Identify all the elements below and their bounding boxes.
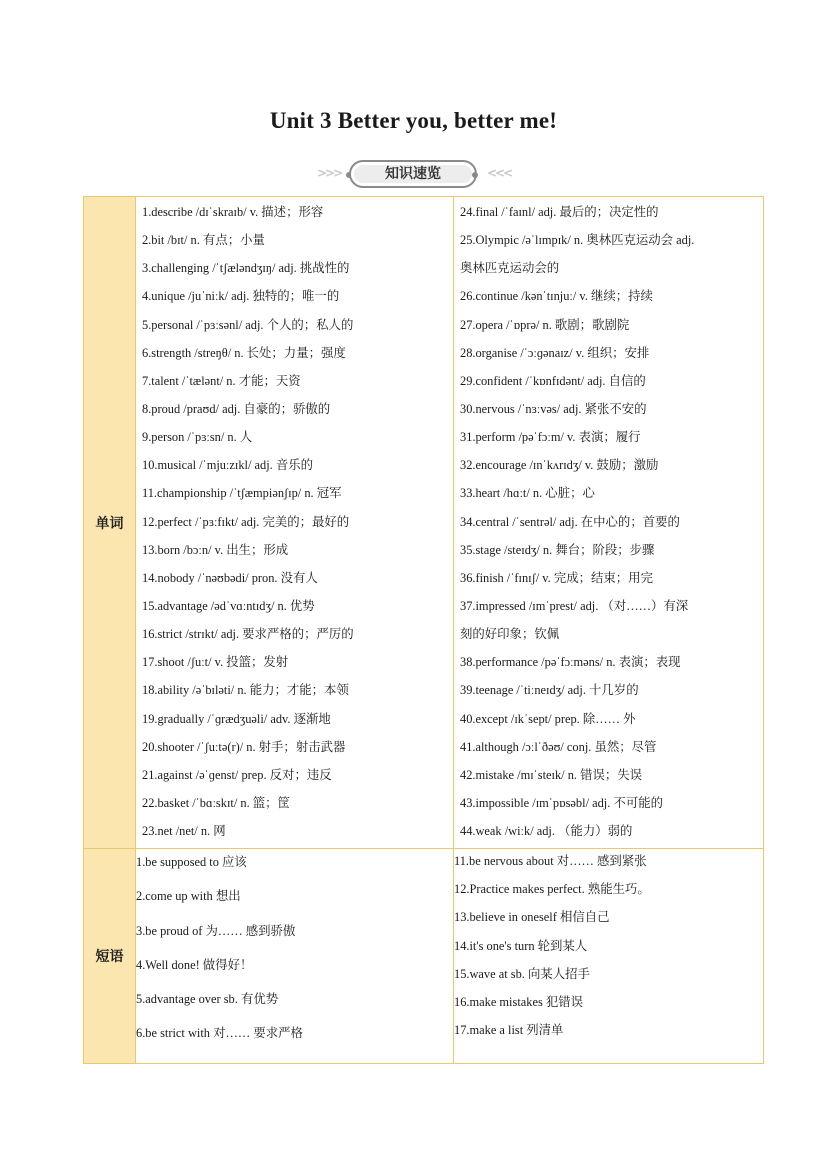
- words-left-column: [136, 197, 454, 849]
- word-entry: 28.organise /ˈɔːɡənaɪz/ v. 组织；安排: [460, 345, 650, 360]
- word-entry: 33.heart /hɑːt/ n. 心脏；心: [460, 486, 595, 501]
- word-entry: 1.describe /dɪˈskraɪb/ v. 描述；形容: [142, 205, 324, 219]
- word-entry: 32.encourage /ɪnˈkʌrɪdʒ/ v. 鼓励；激励: [460, 458, 659, 473]
- banner-pill: [349, 160, 477, 188]
- word-entry: 19.gradually /ˈɡrædʒuəli/ adv. 逐渐地: [142, 711, 331, 726]
- word-entry: 41.although /ɔːlˈðəʊ/ conj. 虽然；尽管: [460, 739, 657, 754]
- words-header: 单词: [84, 197, 136, 849]
- word-entry: 30.nervous /ˈnɜːvəs/ adj. 紧张不安的: [460, 401, 647, 416]
- page-title: Unit 3 Better you, better me!: [269, 108, 558, 133]
- word-entry: 35.stage /steɪdʒ/ n. 舞台；阶段；步骤: [460, 542, 655, 557]
- word-entry: 25.Olympic /əˈlɪmpɪk/ n. 奥林匹克运动会 adj.: [460, 233, 695, 248]
- word-entry: 34.central /ˈsentrəl/ adj. 在中心的；首要的: [460, 514, 680, 529]
- phrase-entry: 16.make mistakes 犯错误: [454, 994, 584, 1009]
- word-entry: 刻的好印象；钦佩: [460, 627, 560, 642]
- phrase-entry: 17.make a list 列清单: [454, 1022, 564, 1037]
- word-entry: 4.unique /juˈniːk/ adj. 独特的；唯一的: [142, 289, 340, 304]
- phrase-entry: 4.Well done! 做得好！: [136, 957, 253, 972]
- phrase-entry: 11.be nervous about 对…… 感到紧张: [454, 854, 647, 869]
- phrases-right-column: [454, 849, 764, 1064]
- word-entry: 14.nobody /ˈnəʊbədi/ pron. 没有人: [142, 570, 318, 585]
- word-entry: 44.weak /wiːk/ adj. （能力）弱的: [460, 824, 633, 839]
- word-entry: 15.advantage /ədˈvɑːntɪdʒ/ n. 优势: [142, 598, 315, 613]
- word-entry: 13.born /bɔːn/ v. 出生；形成: [142, 542, 289, 557]
- chevron-right-icon: >>>: [317, 166, 342, 180]
- phrase-entry: 3.be proud of 为…… 感到骄傲: [136, 923, 296, 938]
- word-entry: 24.final /ˈfaɪnl/ adj. 最后的；决定性的: [460, 205, 659, 219]
- phrases-row: [84, 849, 764, 1064]
- word-entry: 39.teenage /ˈtiːneɪdʒ/ adj. 十几岁的: [460, 683, 639, 698]
- phrase-entry: 14.it's one's turn 轮到某人: [454, 938, 588, 953]
- word-entry: 5.personal /ˈpɜːsənl/ adj. 个人的；私人的: [142, 317, 354, 332]
- phrase-entry: 15.wave at sb. 向某人招手: [454, 966, 590, 981]
- word-entry: 10.musical /ˈmjuːzɪkl/ adj. 音乐的: [142, 458, 314, 473]
- word-entry: 26.continue /kənˈtɪnjuː/ v. 继续；持续: [460, 289, 653, 304]
- word-entry: 29.confident /ˈkɒnfɪdənt/ adj. 自信的: [460, 373, 646, 388]
- phrase-entry: 5.advantage over sb. 有优势: [136, 991, 279, 1006]
- word-entry: 16.strict /strɪkt/ adj. 要求严格的；严厉的: [142, 627, 354, 642]
- word-entry: 22.basket /ˈbɑːskɪt/ n. 篮；筐: [142, 795, 290, 810]
- phrase-entry: 6.be strict with 对…… 要求严格: [136, 1026, 303, 1041]
- word-entry: 43.impossible /ɪmˈpɒsəbl/ adj. 不可能的: [460, 795, 663, 810]
- word-entry: 17.shoot /ʃuːt/ v. 投篮；发射: [142, 655, 289, 670]
- word-entry: 7.talent /ˈtælənt/ n. 才能；天资: [142, 373, 301, 388]
- dot-icon: [472, 172, 478, 178]
- word-entry: 27.opera /ˈɒprə/ n. 歌剧；歌剧院: [460, 317, 630, 332]
- word-entry: 8.proud /praʊd/ adj. 自豪的；骄傲的: [142, 401, 331, 416]
- word-entry: 31.perform /pəˈfɔːm/ v. 表演；履行: [460, 430, 641, 445]
- phrase-entry: 2.come up with 想出: [136, 889, 241, 904]
- word-entry: 11.championship /ˈtʃæmpiənʃɪp/ n. 冠军: [142, 486, 342, 501]
- phrase-entry: 1.be supposed to 应该: [136, 855, 247, 870]
- phrase-entry: 13.believe in oneself 相信自己: [454, 910, 610, 925]
- word-entry: 40.except /ɪkˈsept/ prep. 除…… 外: [460, 711, 636, 726]
- banner-label: 知识速览: [354, 165, 472, 183]
- vocabulary-table: [83, 196, 764, 1064]
- phrase-entry: 12.Practice makes perfect. 熟能生巧。: [454, 882, 650, 897]
- section-banner: [0, 157, 827, 193]
- word-entry: 奥林匹克运动会的: [460, 261, 560, 276]
- word-entry: 42.mistake /mɪˈsteɪk/ n. 错误；失误: [460, 767, 643, 782]
- word-entry: 12.perfect /ˈpɜːfɪkt/ adj. 完美的；最好的: [142, 514, 350, 529]
- words-row: [84, 197, 764, 849]
- word-entry: 18.ability /əˈbɪləti/ n. 能力；才能；本领: [142, 683, 349, 698]
- phrases-header: 短语: [84, 849, 136, 1064]
- word-entry: 9.person /ˈpɜːsn/ n. 人: [142, 430, 253, 445]
- word-entry: 6.strength /streŋθ/ n. 长处；力量；强度: [142, 345, 346, 360]
- word-entry: 23.net /net/ n. 网: [142, 824, 226, 839]
- words-right-column: [454, 197, 764, 849]
- word-entry: 3.challenging /ˈtʃæləndʒɪŋ/ adj. 挑战性的: [142, 261, 350, 276]
- phrases-left-column: [136, 849, 454, 1064]
- word-entry: 38.performance /pəˈfɔːməns/ n. 表演；表现: [460, 655, 681, 670]
- word-entry: 21.against /əˈɡenst/ prep. 反对；违反: [142, 767, 332, 782]
- chevron-left-icon: <<<: [487, 166, 512, 180]
- word-entry: 36.finish /ˈfɪnɪʃ/ v. 完成；结束；用完: [460, 570, 653, 585]
- word-entry: 20.shooter /ˈʃuːtə(r)/ n. 射手；射击武器: [142, 739, 346, 754]
- word-entry: 2.bit /bɪt/ n. 有点；小量: [142, 233, 265, 248]
- word-entry: 37.impressed /ɪmˈprest/ adj. （对……）有深: [460, 598, 689, 613]
